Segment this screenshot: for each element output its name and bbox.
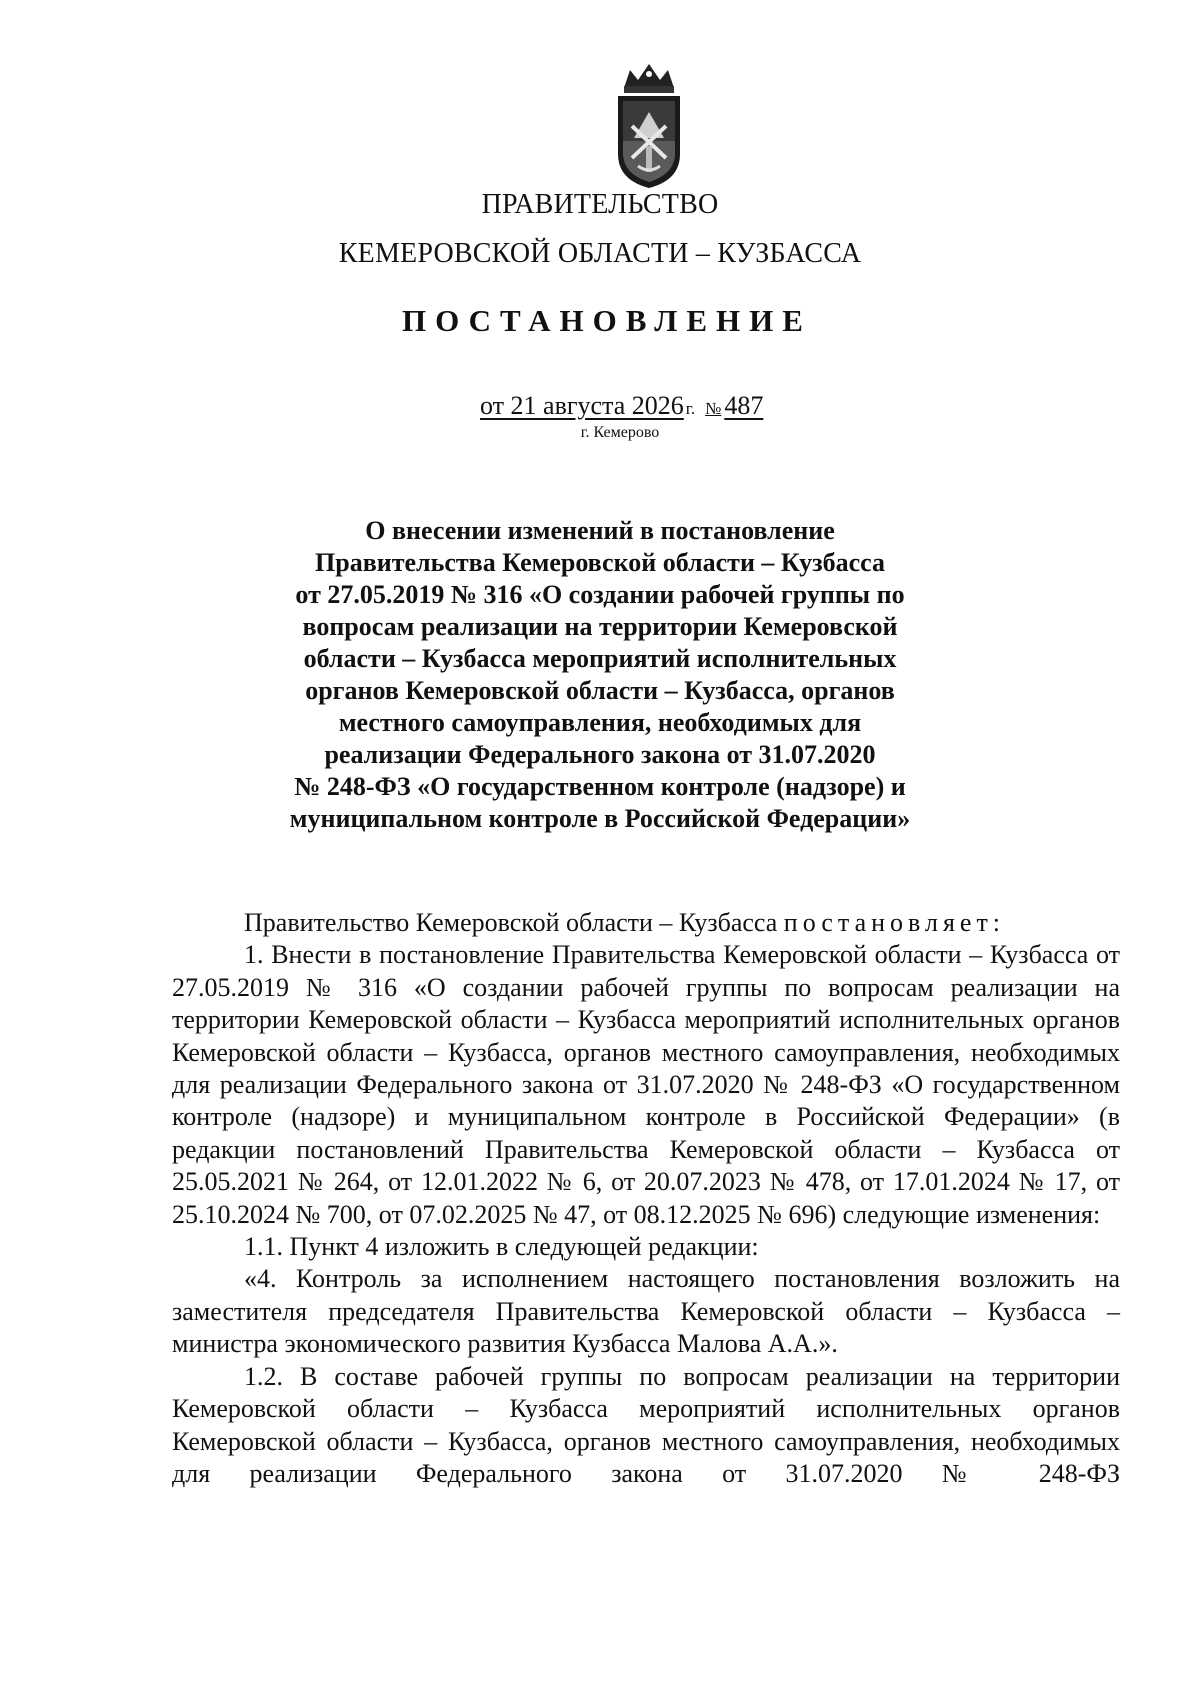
paragraph-1: 1. Внести в постановление Правительства Кемеровской области – Кузбасса от 27.05.2019 № 316 «О создании рабочей группы по вопросам реализации на территории Кемеровской области – Кузбасса мероприятий исполнительных органов Кемеровской области – Кузбасса, органов местного самоуправления, необходимых для реализации Федерального закона от 31.07.2020 № 248-ФЗ «О государственном контроле (надзоре) и муниципальном контроле в Российской Федерации» (в редакции постановлений Правительства Кемеровской области – Кузбасса от 25.05.2021 № 264, от 12.01.2022 № 6, от 20.07.2023 № 478, от 17.01.2024 № 17, от 25.10.2024 № 700, от 07.02.2025 № 47, от 08.12.2025 № 696) следующие изменения: [172, 940, 1120, 1229]
title-line: Правительства Кемеровской области – Кузбасса [315, 548, 885, 577]
intro-paragraph [172, 907, 1120, 939]
title-line: О внесении изменений в постановление [365, 516, 835, 545]
title-line: области – Кузбасса мероприятий исполнительных [303, 644, 897, 673]
coat-of-arms-emblem [610, 62, 688, 190]
intro-text: Правительство Кемеровской области – Кузбасса [244, 908, 778, 937]
government-name-line1: ПРАВИТЕЛЬСТВО [481, 189, 719, 220]
date-number-line [480, 390, 820, 425]
paragraph-1-1: 1.1. Пункт 4 изложить в следующей редакции: [244, 1232, 759, 1262]
title-line: муниципальном контроле в Российской Федерации» [289, 804, 911, 833]
document-date: 21 августа 2026 [510, 391, 684, 420]
document-title [240, 515, 960, 835]
number-sign: № [705, 399, 722, 418]
city-name: г. Кемерово [580, 424, 660, 441]
document-number: 487 [724, 391, 764, 420]
title-line: от 27.05.2019 № 316 «О создании рабочей группы по [295, 580, 905, 609]
title-line: № 248-ФЗ «О государственном контроле (надзоре) и [294, 772, 906, 801]
document-type: ПОСТАНОВЛЕНИЕ [402, 303, 812, 338]
date-prefix: от [480, 391, 505, 420]
title-line: местного самоуправления, необходимых для [338, 708, 862, 737]
title-line: реализации Федерального закона от 31.07.2020 [324, 740, 876, 769]
intro-verb: постановляет: [783, 908, 1006, 937]
paragraph-1-1-quote: «4. Контроль за исполнением настоящего постановления возложить на заместителя председателя Правительства Кемеровской области – Кузбасса – министра экономического развития Кузбасса Малова А.А.». [172, 1264, 1120, 1359]
title-line: органов Кемеровской области – Кузбасса, органов [305, 676, 895, 705]
government-name-line2: КЕМЕРОВСКОЙ ОБЛАСТИ – КУЗБАССА [338, 238, 862, 269]
title-line: вопросам реализации на территории Кемеровской [302, 612, 898, 641]
document-body [172, 907, 1120, 1490]
year-suffix: г. [685, 399, 696, 418]
paragraph-1-2: 1.2. В составе рабочей группы по вопросам реализации на территории Кемеровской области – Кузбасса мероприятий исполнительных органов Кемеровской области – Кузбасса, органов местного самоуправления, необходимых для реализации Федерального закона от 31.07.2020 № 248-ФЗ [172, 1361, 1120, 1488]
